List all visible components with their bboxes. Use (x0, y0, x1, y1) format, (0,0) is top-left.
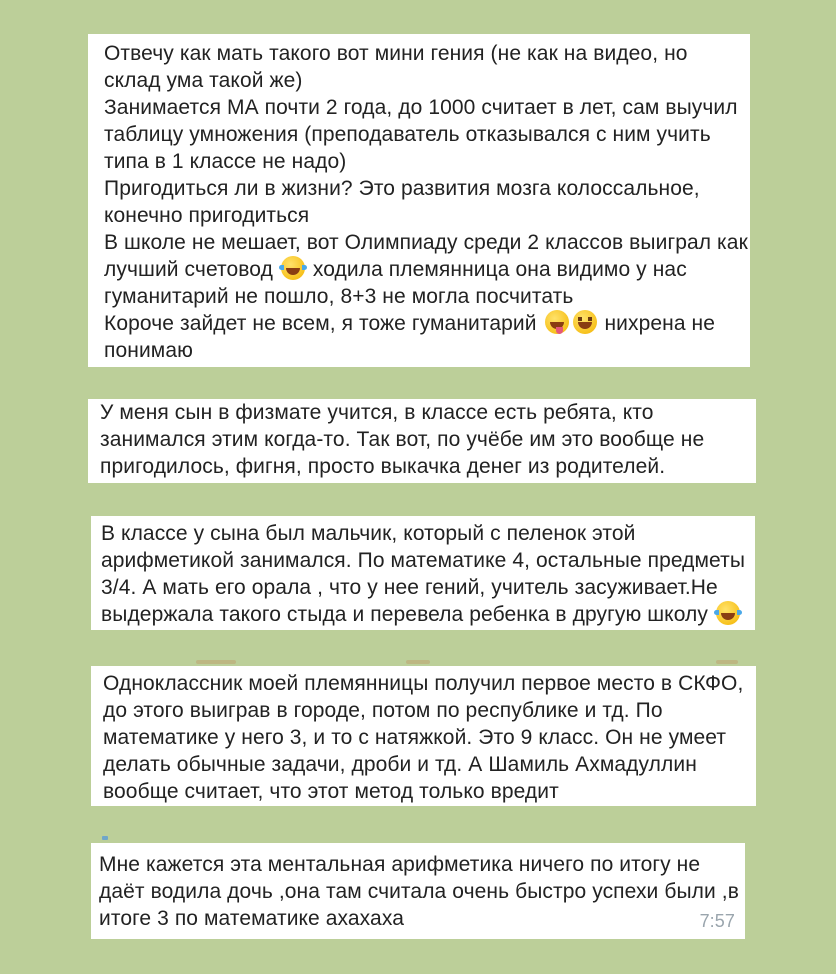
message-1-line-10: гуманитарий не пошло, 8+3 не могла посчитать (104, 285, 574, 308)
message-1-line-5: типа в 1 классе не надо) (104, 150, 347, 173)
message-card-2 (88, 399, 756, 483)
message-4-line-2: до этого выиграв в городе, потом по республике и тд. По (103, 699, 663, 722)
message-1-line-9 (104, 256, 750, 283)
message-5-line-1: Мне кажется эта ментальная арифметика ничего по итогу не (99, 853, 701, 876)
message-timestamp: 7:57 (699, 911, 735, 931)
message-3-line-1: В классе у сына был мальчик, который с пеленок этой (101, 522, 636, 545)
message-1-line-8: В школе не мешает, вот Олимпиаду среди 2 классов выиграл как (104, 231, 748, 254)
message-1-line-9-end: ходила племянница она видимо у нас (312, 258, 687, 281)
grinning-squinting-face-icon (573, 310, 597, 334)
message-1-line-4: таблицу умножения (преподаватель отказывался с ним учить (104, 123, 711, 146)
message-1-line-6: Пригодиться ли в жизни? Это развития мозга колоссальное, (104, 177, 700, 200)
message-1-line-2: склад ума такой же) (104, 69, 303, 92)
message-3-line-3: 3/4. А мать его орала , что у нее гений, учитель засуживает.Не (101, 576, 718, 599)
cropped-mark-remnant (102, 836, 108, 840)
message-4-line-3: математике у него 3, и то с натяжкой. Это 9 класс. Он не умеет (103, 726, 727, 749)
message-4-line-5: вообще считает, что этот метод только вредит (103, 780, 559, 803)
message-1-line-9-start: лучший счетовод (104, 258, 273, 281)
message-4-line-4: делать обычные задачи, дроби и тд. А Шамиль Ахмадуллин (103, 753, 697, 776)
message-1-line-3: Занимается МА почти 2 года, до 1000 считает в лет, сам выучил (104, 96, 738, 119)
message-3-line-4 (101, 601, 755, 628)
message-1-line-11 (104, 310, 750, 337)
message-2-line-2: занимался этим когда-то. Так вот, по учёбе им это вообще не (100, 428, 705, 451)
message-card-1 (88, 34, 750, 367)
message-5-line-2: даёт водила дочь ,она там считала очень быстро успехи были ,в (99, 880, 739, 903)
message-card-4 (91, 666, 756, 806)
message-2-line-1: У меня сын в физмате учится, в классе есть ребята, кто (100, 401, 654, 424)
message-1-line-1: Отвечу как мать такого вот мини гения (не как на видео, но (104, 42, 688, 65)
message-3-line-2: арифметикой занимался. По математике 4, остальные предметы (101, 549, 746, 572)
zany-face-icon (545, 310, 569, 334)
message-1-line-11-end: нихрена не (604, 312, 716, 335)
message-1-line-11-start: Короче зайдет не всем, я тоже гуманитарий (104, 312, 537, 335)
face-with-tears-of-joy-icon (281, 256, 305, 280)
message-3-line-4-text: выдержала такого стыда и перевела ребенка в другую школу (101, 603, 708, 626)
message-1-line-12: понимаю (104, 339, 193, 362)
message-1-line-7: конечно пригодиться (104, 204, 310, 227)
message-5-line-3: итоге 3 по математике ахахаха (99, 907, 404, 930)
message-2-line-3: пригодилось, фигня, просто выкачка денег из родителей. (100, 455, 666, 478)
message-card-3 (91, 516, 755, 630)
message-card-5 (91, 843, 745, 939)
message-4-line-1: Одноклассник моей племянницы получил первое место в СКФО, (103, 672, 744, 695)
face-with-tears-of-joy-icon (716, 601, 740, 625)
